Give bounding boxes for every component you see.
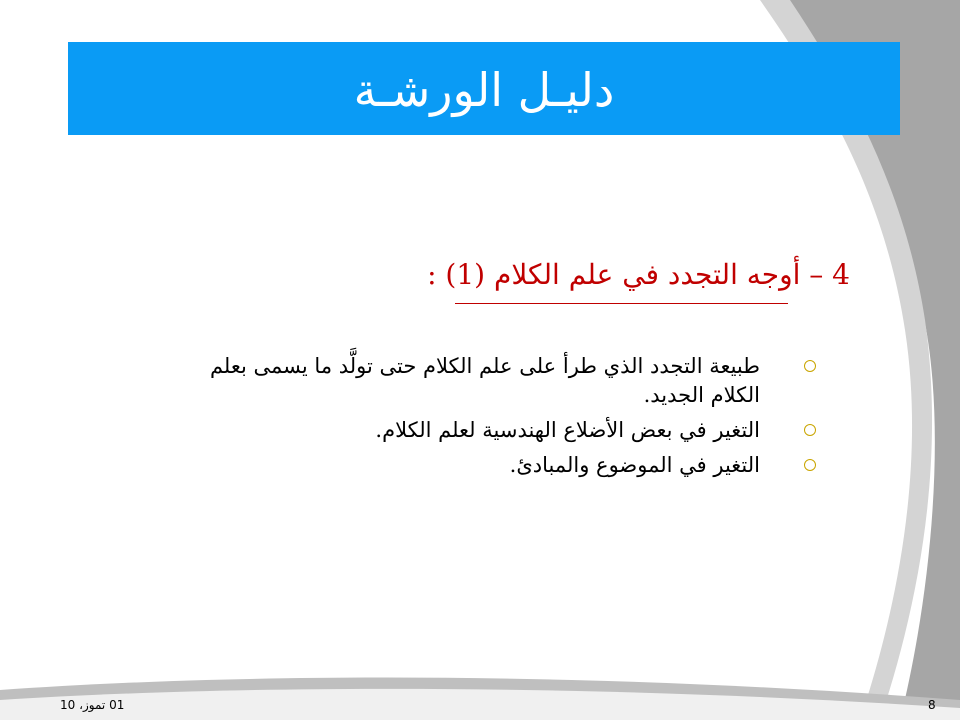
list-item — [180, 352, 760, 410]
footer-date: 01 تموز، 10 — [60, 698, 125, 712]
bullet-text: التغير في الموضوع والمبادئ. — [509, 453, 760, 477]
bullet-list — [180, 352, 760, 486]
title-bar — [68, 42, 900, 135]
circle-bullet-icon — [804, 424, 816, 436]
section-heading: 4 – أوجه التجدد في علم الكلام (1) : — [427, 258, 850, 291]
bullet-text: التغير في بعض الأضلاع الهندسية لعلم الكلام. — [375, 418, 760, 442]
slide-number: 8 — [928, 698, 936, 712]
circle-bullet-icon — [804, 360, 816, 372]
list-item — [180, 416, 760, 445]
list-item — [180, 451, 760, 480]
circle-bullet-icon — [804, 459, 816, 471]
bullet-text: طبيعة التجدد الذي طرأ على علم الكلام حتى تولَّد ما يسمى بعلم الكلام الجديد. — [209, 354, 760, 407]
slide-title: دليـل الورشـة — [353, 62, 615, 117]
heading-underline — [455, 303, 788, 304]
